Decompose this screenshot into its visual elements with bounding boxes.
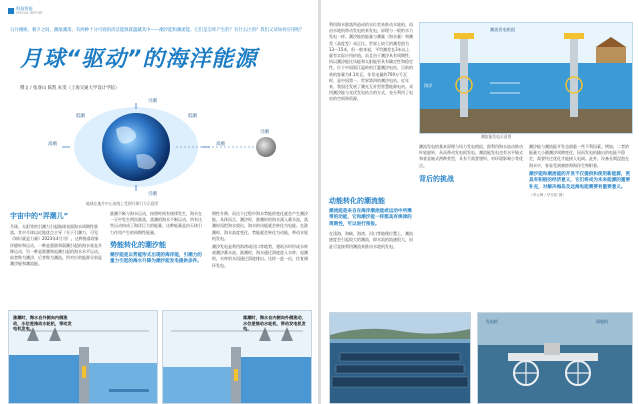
column-3 [212,211,308,269]
section3-text: 在浅海，海峡，海湾，河口等地理位置上，潮流速度会引起较大的潮流，即水流的流速很大，因此可直接利用潮流来推动水轮机发电。 [329,231,413,249]
label-left: 高潮 [48,142,57,147]
column-2 [110,211,204,266]
section4-text: 潮汐能与潮流能开发也面临一些不利因素。例如，二者的能量大小随潮汐周期变化，因而发电机输出的电能不稳定，需要经过优化才能接入电网。此外，设备长期浸泡在海水中，容易受到腐蚀和海洋生物附着。 [529,144,629,168]
figure3-label-right: 涡轮机 [596,319,608,324]
column-1 [10,211,102,267]
label-bottom: 引潮 [148,192,157,197]
section3-title: 动能转化的潮流能 [329,197,385,205]
earth-moon-figure [8,95,310,203]
right-top-text: 利用海水涨落所造成的水位差来推动水轮机，再由水轮机带动发电机来发电。原理与一般的水力发电一样。潮汐能的能量与潮量（海水量）和潮差（高度差）成正比。世界上较大的潮差值为13～15米，但一般来说，平均潮差在3米以上就有实际应用价值。而且由于潮汐具有周期性，所以潮汐能比风能和太阳能更具有确定性和稳定性。位于中国浙江温岭的江厦潮汐电站，目前的装机容量为4.1兆瓦，年发电量约700万千瓦时，是中国第一、世界第四的潮汐电站。近年来，我国还发展了潮光互补型智慧能源电站，采用潮汐能与光伏发电结合的方式，充分利用了电站的空间和资源。 [329,22,413,102]
section2-title: 势能转化的潮汐能 [110,240,166,249]
right-page [321,0,639,404]
section4-title: 背后的挑战 [419,174,454,183]
figure1-caption: 地球在地月中心连线上受到月球引力示意图 [86,201,159,206]
header-section: SPECIAL REPORT [16,11,43,15]
section1-title: 宇宙中的“弄潮儿” [10,212,69,220]
panel2-text: 落潮时，海水自内侧向外侧流动，水位差推动水轮机，带动发电机发电。 [243,315,306,332]
moon [256,137,276,157]
section1-text: 月球，太阳等的引潮力引起地球表面海水周期性涨落，其中月球以近地优点主导（关于引潮力，可见《知识就是力量》2023年4月刊）。这种涨落现象伴随时和运动，一种是强涨和弱潮引起的海水垂直升降运动，另一种是涨潮和退潮引起的海水水平运动。前者称为潮汐，后者称为潮流。所对应的能源分别是潮汐能和潮流能。 [10,224,102,267]
header-logo-text: 科技智能 [16,6,33,11]
section3-quote: 潮流能是来自在海洋潮流能或运动中所携带的动能，它和潮汐能一样都具有规律的周期性，可以进行预报。 [329,209,412,227]
figure2-label-top: 潮流发电机组 [490,27,516,32]
right-column-3 [529,144,631,198]
photo-credit: （李云峰 / 华东院 摄） [529,193,566,198]
solar-tidal-photo [329,312,471,404]
panel1-text: 涨潮时，海水自外侧向内侧流动，水位差推动水轮机，带动发电机发电。 [13,315,72,332]
right-column-1 [329,196,413,250]
intro-text: 日月掩映，朝夕之间，潮涨潮落，有两种十分可观的清洁能源就蕴藏其中——潮汐能和潮流能。它们是怎样产生的？有什么区别？我们又该如何应用呢？ [10,28,305,33]
section3-text-2: 潮流发电的基本原理与风力发电相似，即利用海水流动推动叶轮旋转，从而带动发电机发电。潮流能发电也有水平轴式和垂直轴式两种类型，具有不需要建坝、对环境影响小等优点。 [419,144,523,168]
label-top: 引潮 [148,99,157,104]
label-right: 高潮 [216,142,225,147]
figure3-label-left: 发电机 [486,319,498,324]
logo-icon [8,8,14,14]
tidal-current-figure [419,22,633,134]
page-header [8,6,43,16]
earth-moon-diagram [8,95,310,203]
tide-panel-ebb [162,310,312,404]
tidal-turbine-photo [477,312,633,404]
section2-quote: 潮汐能是以势能形式出现的海洋能，引潮力的重力引起的海水升降为潮汐能发电提供条件。 [110,252,202,265]
left-page [0,0,318,404]
article-title: 月球“驱动”的海洋能源 [20,47,258,72]
figure2-caption: 潮流能发电示意图 [481,134,512,139]
section4-quote: 潮汐能和潮流能的开发不仅提供和使用新能源，更具有积极的经济意义，它们将成为未来能源的重要补充，对解决海岛及远海电能需要有重要意义。 [529,171,631,190]
label-moon: 引潮 [260,130,269,135]
section1-text-continued: 涨潮不断与海水运动，按照时间有规律发生，海水在一天中发生两次涨落，落潮的海水不断运动，所有这些运动构成了海洋巨大的能量，这种能量是由天体引力作用产生的周期性能量。 [110,211,202,235]
section2-text: 期性升降，而这个过程中海水势能的变化就会产生潮汐能。具体而言，潮汐时，涨潮时的海水涌入蓄水池，落潮时再把海水放出，海水的动能就会转化为电能。在涨潮时，海水高度变化，势能就会转化为动能，带动水轮机发电。 [212,211,308,241]
byline: 撰文 / 张睿山 陈凯 朱雯（上海交通大学设计学院） [20,86,120,91]
label-upper-right: 低潮 [188,114,197,119]
figure2-label-left: 海洋 [424,83,433,88]
earth [102,113,170,181]
label-upper-left: 低潮 [76,114,85,119]
tide-panel-flood [8,310,158,404]
section2-text-2: 潮汐发电是利用海湾或河口等地势，建筑水坝形成水库或潮汐蓄水池，涨潮时，海水通过涡轮进入水库；退潮时，水库的水再通过涡轮排出。这样一进一出，往复循环发电。 [212,244,308,268]
right-column-2 [419,144,523,184]
